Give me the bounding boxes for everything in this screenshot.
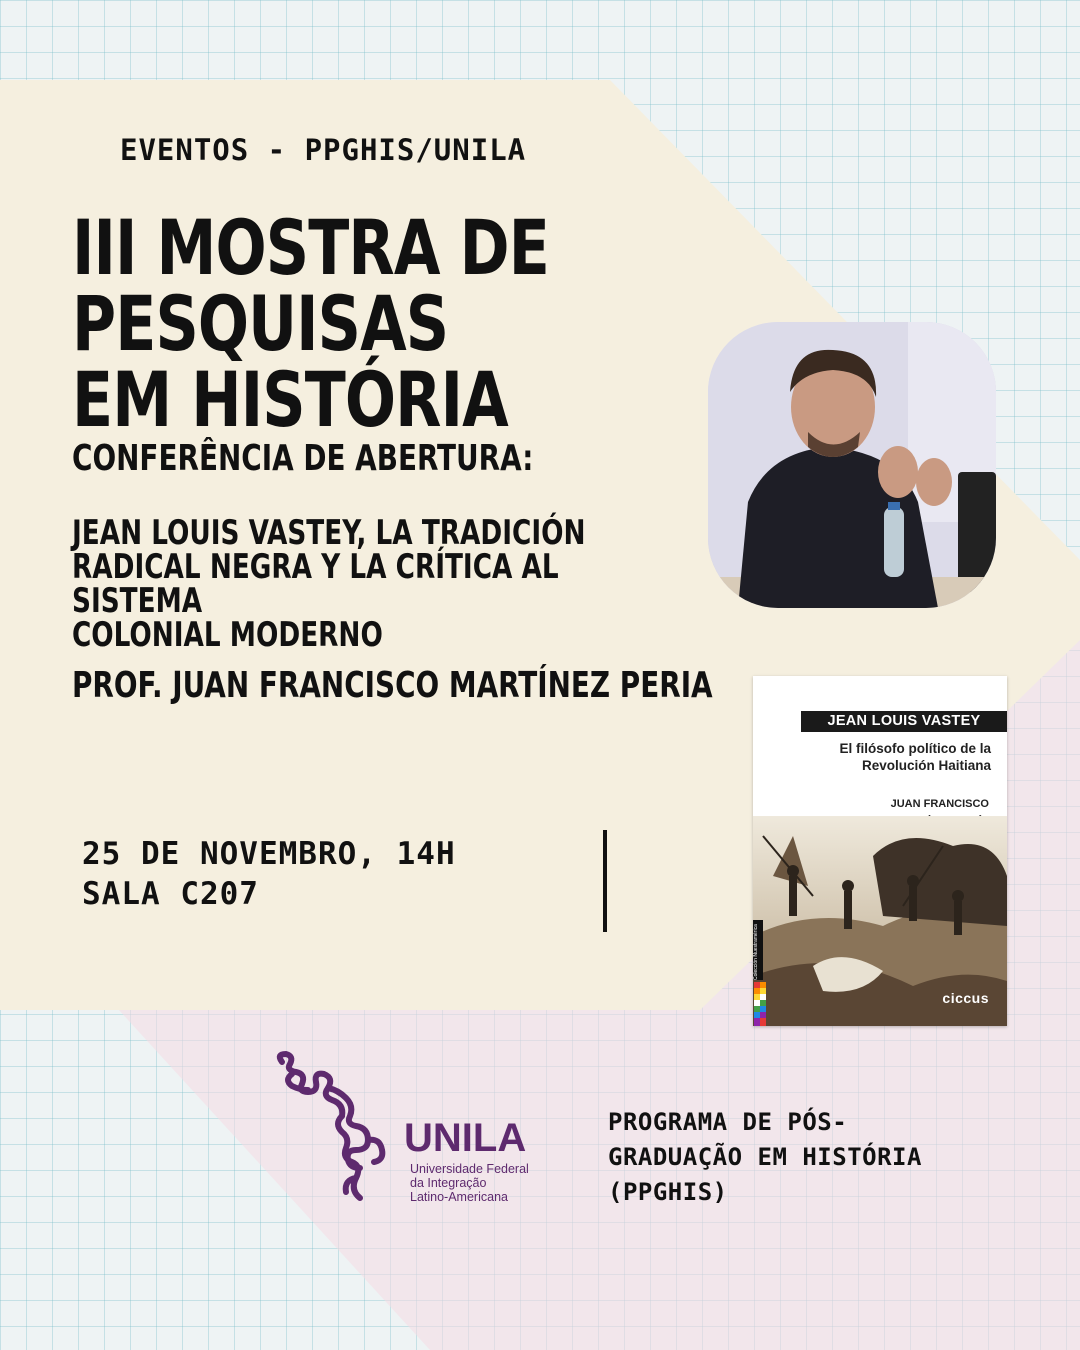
event-date-time: 25 DE NOVEMBRO, 14H (82, 836, 456, 872)
book-subtitle-line: Revolución Haitiana (861, 758, 991, 773)
speaker-photo (708, 322, 996, 608)
talk-title-line: JEAN LOUIS VASTEY, LA TRADICIÓN (72, 513, 586, 553)
book-subtitle (771, 740, 991, 774)
program-name-line: PROGRAMA DE PÓS- (608, 1108, 848, 1136)
book-title: JEAN LOUIS VASTEY (801, 711, 1007, 732)
event-title (72, 203, 776, 444)
unila-logo-subtitle-line: Universidade Federal (410, 1162, 529, 1176)
book-collection-label: Colección Nuestramérica (753, 920, 763, 980)
vertical-divider (603, 830, 607, 932)
event-title-line: III MOSTRA DE PESQUISAS (72, 203, 549, 368)
talk-title-line: RADICAL NEGRA Y LA CRÍTICA AL SISTEMA (72, 547, 559, 621)
event-schedule (82, 834, 456, 914)
wiphala-flag-icon (754, 982, 766, 1026)
unila-logo-subtitle (410, 1162, 529, 1204)
unila-logo-mark (272, 1050, 412, 1210)
program-name-line: (PPGHIS) (608, 1178, 728, 1206)
program-name (608, 1105, 948, 1210)
event-title-line: EM HISTÓRIA (72, 355, 508, 444)
book-subtitle-line: El filósofo político de la (839, 741, 991, 756)
talk-title (72, 513, 674, 655)
conference-label: CONFERÊNCIA DE ABERTURA: (72, 438, 534, 479)
speaker-name: PROF. JUAN FRANCISCO MARTÍNEZ PERIA (72, 665, 713, 706)
program-name-line: GRADUAÇÃO EM HISTÓRIA (608, 1143, 922, 1171)
unila-logo-subtitle-line: Latino-Americana (410, 1190, 508, 1204)
event-category: EVENTOS - PPGHIS/UNILA (120, 133, 527, 167)
book-author-line: JUAN FRANCISCO (890, 798, 989, 810)
event-room: SALA C207 (82, 876, 259, 912)
book-cover (753, 676, 1007, 1026)
book-publisher: ciccus (942, 990, 989, 1006)
talk-title-line: COLONIAL MODERNO (72, 615, 383, 655)
unila-logo-subtitle-line: da Integração (410, 1176, 487, 1190)
unila-logo-wordmark: UNILA (404, 1116, 527, 1160)
